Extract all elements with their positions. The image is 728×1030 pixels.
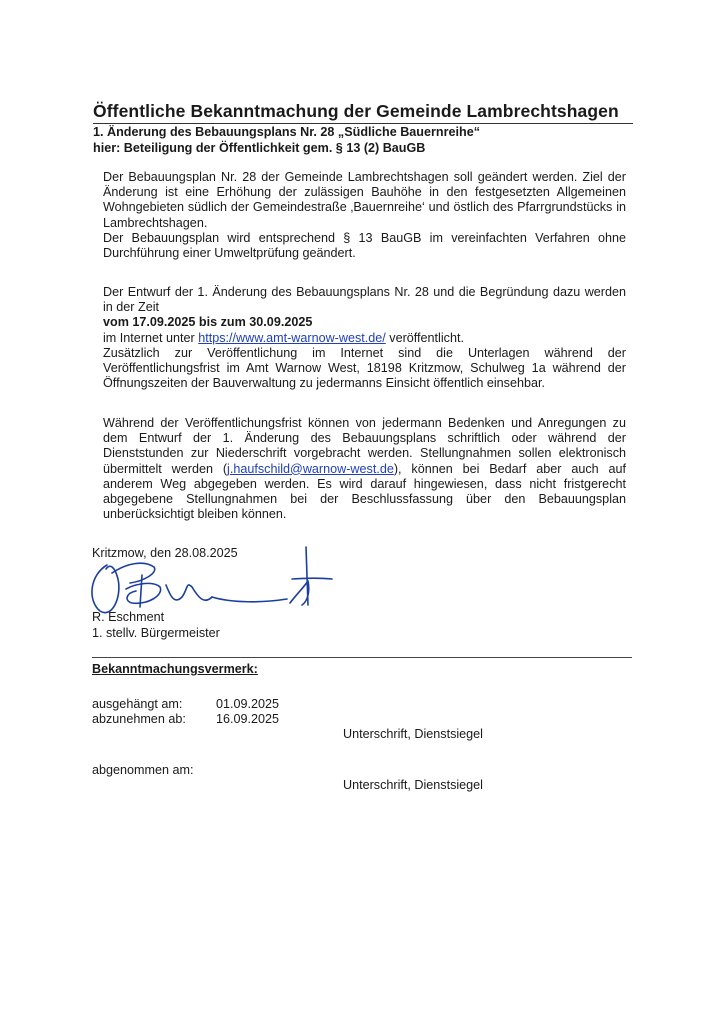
abgenommen-label: abgenommen am: <box>92 763 194 777</box>
abgenommen-row <box>92 763 216 778</box>
abzunehmen-label: abzunehmen ab: <box>92 712 186 726</box>
internet-suffix: veröffentlicht. <box>385 330 464 345</box>
publication-period: vom 17.09.2025 bis zum 30.09.2025 <box>103 315 313 330</box>
subtitle-line-2: hier: Beteiligung der Öffentlichkeit gem. § 13 (2) BauGB <box>93 140 426 155</box>
ausgehaengt-label: ausgehängt am: <box>92 697 183 711</box>
purpose-text: Der Bebauungsplan Nr. 28 der Gemeinde Lambrechtshagen soll geändert werden. Ziel der Änderung ist eine Erhöhung der zulässigen Bauhöhe in den festgesetzten Allgemeinen Wohngebieten südlich der Gemeindestraße ‚Bauernreihe‘ und östlich des Pfarrgrundstücks in Lambrechtshagen. <box>103 170 626 230</box>
procedure-text: Der Bebauungsplan wird entsprechend § 13 BauGB im vereinfachten Verfahren ohne Durchführung einer Umweltprüfung geändert. <box>103 230 626 261</box>
subtitle-line-1: 1. Änderung des Bebauungsplans Nr. 28 „Südliche Bauernreihe“ <box>93 125 480 139</box>
paragraph-publication <box>103 285 626 391</box>
signatory-role: 1. stellv. Bürgermeister <box>92 626 220 640</box>
comments-text-after: ), können bei Bedarf aber auch auf anderem Weg abgegeben werden. Es wird darauf hingewiesen, dass nicht fristgerecht abgegebene Stellungnahmen bei der Beschlussfassung über den Bebauungsplan unberücksichtigt bleiben können. <box>103 461 627 522</box>
vermerk-heading: Bekanntmachungsvermerk: <box>92 662 258 676</box>
abzunehmen-row <box>92 712 279 727</box>
place-date: Kritzmow, den 28.08.2025 <box>92 546 238 560</box>
email-link[interactable]: j.haufschild@warnow-west.de <box>227 461 394 476</box>
publication-additional: Zusätzlich zur Veröffentlichung im Internet sind die Unterlagen während der Veröffentlichungsfrist im Amt Warnow West, 18198 Kritzmow, Schulweg 1a während der Öffnungszeiten der Bauverwaltung zu jedermanns Einsicht öffentlich einsehbar. <box>103 345 626 391</box>
website-link[interactable]: https://www.amt-warnow-west.de/ <box>198 330 386 345</box>
internet-prefix: im Internet unter <box>103 330 199 345</box>
abzunehmen-value: 16.09.2025 <box>216 712 280 726</box>
unterschrift-label-1: Unterschrift, Dienstsiegel <box>343 727 483 741</box>
page-title: Öffentliche Bekanntmachung der Gemeinde Lambrechtshagen <box>93 100 633 124</box>
paragraph-comments <box>103 416 626 522</box>
ausgehaengt-value: 01.09.2025 <box>216 697 280 711</box>
paragraph-purpose <box>103 170 626 261</box>
unterschrift-label-2: Unterschrift, Dienstsiegel <box>343 778 483 792</box>
publication-internet <box>103 331 626 346</box>
publication-intro: Der Entwurf der 1. Änderung des Bebauungsplans Nr. 28 und die Begründung dazu werden in der Zeit <box>103 285 626 315</box>
comments-text-before: Während der Veröffentlichungsfrist können von jedermann Bedenken und Anregungen zu dem Entwurf der 1. Änderung des Bebauungsplans schriftlich oder während der Dienststunden zur Niederschrift vorgebracht werden. Stellungnahmen sollen elektronisch übermittelt werden ( <box>103 416 626 476</box>
ausgehaengt-row <box>92 697 279 712</box>
subtitle <box>93 125 633 156</box>
signatory-name: R. Eschment <box>92 610 165 624</box>
divider <box>92 657 632 658</box>
